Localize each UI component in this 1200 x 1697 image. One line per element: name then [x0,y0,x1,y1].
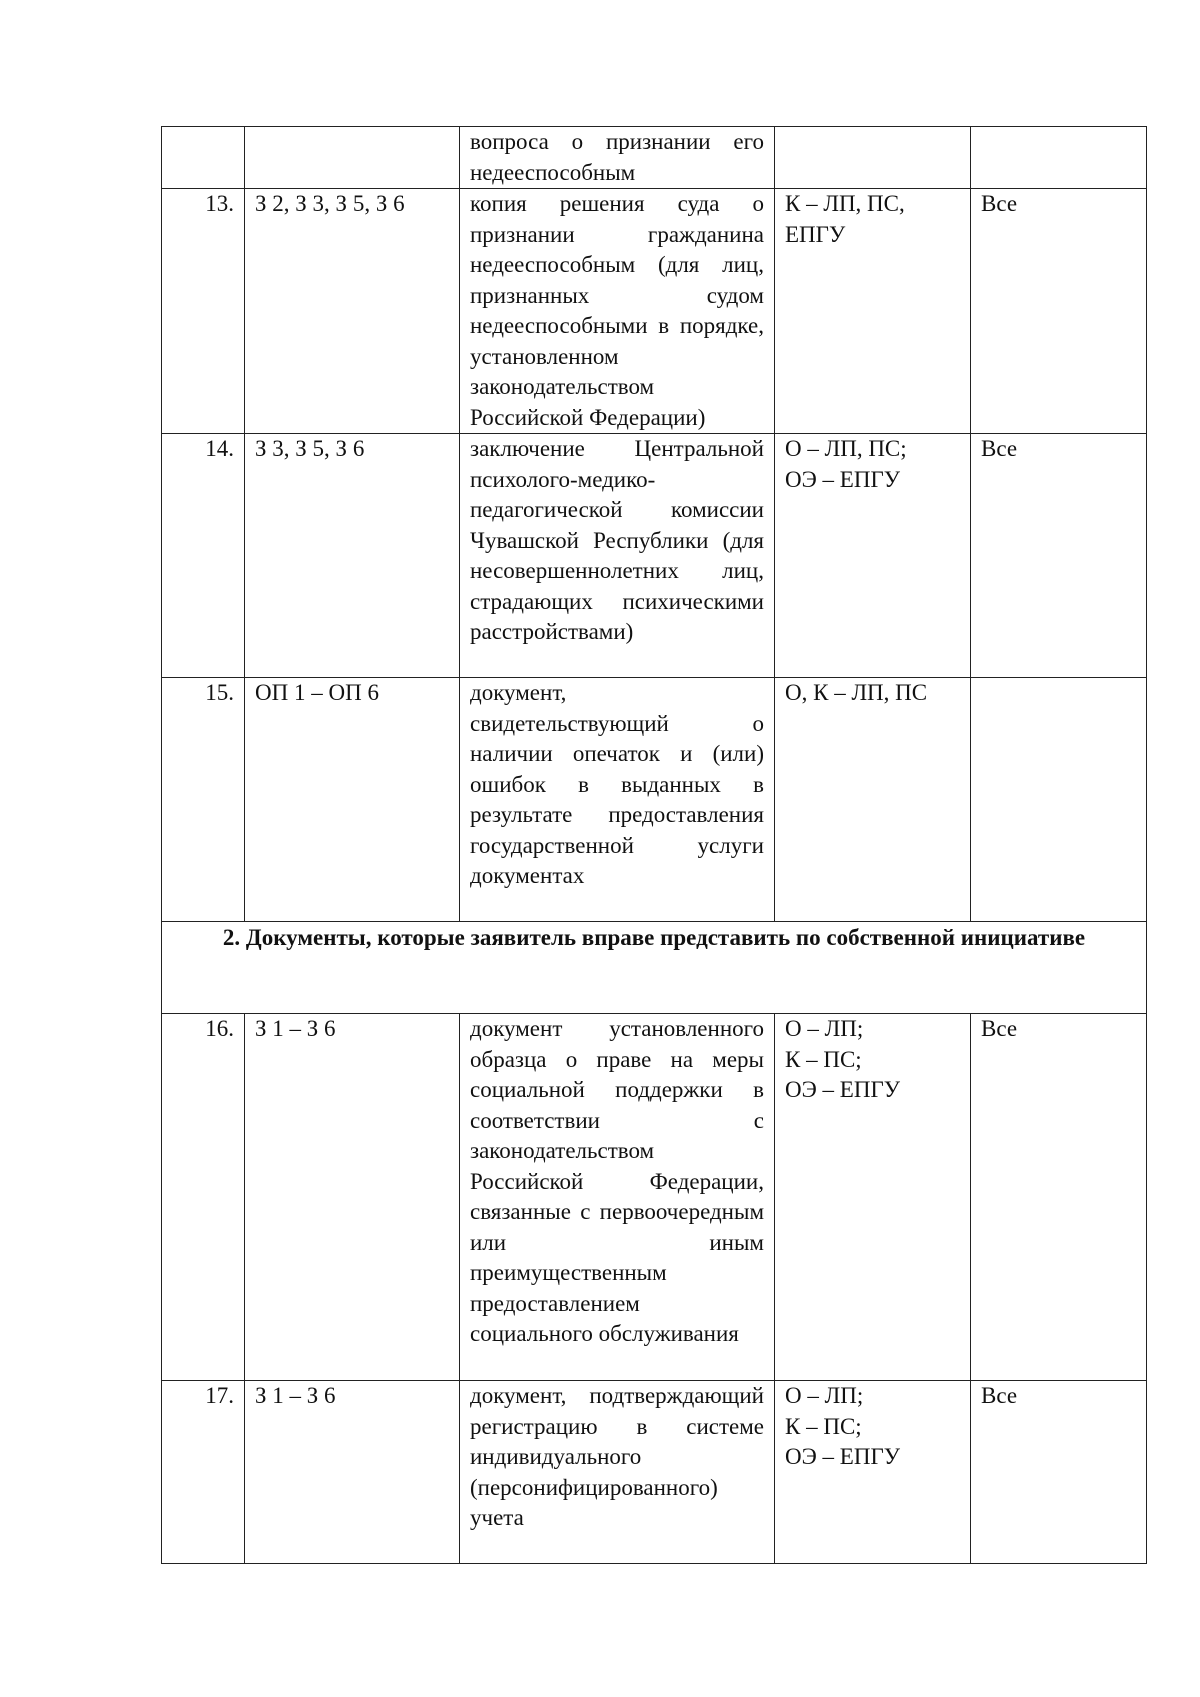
row-number: 16. [162,1014,245,1381]
table-row [162,127,1147,189]
applicable-to: Все [971,434,1147,678]
applicant-codes: З 3, З 5, З 6 [245,434,460,678]
document-description: документ, подтверждающий регистрацию в системе индивидуального (персонифицированного) учета [460,1381,775,1564]
form-line: ОЭ – ЕПГУ [785,1077,901,1102]
applicable-to: Все [971,189,1147,434]
applicable-to [971,678,1147,922]
form-line: К – ЛП, ПС, [785,191,905,216]
document-description: копия решения суда о признании гражданина недееспособным (для лиц, признанных судом недееспособными в порядке, установленном законодательством Российской Федерации) [460,189,775,434]
submission-form [775,1381,971,1564]
applicable-to: Все [971,1381,1147,1564]
applicant-codes: ОП 1 – ОП 6 [245,678,460,922]
table-row [162,189,1147,434]
applicant-codes: З 1 – З 6 [245,1381,460,1564]
submission-form [775,434,971,678]
table-row [162,678,1147,922]
document-description: заключение Центральной психолого-медико-педагогической комиссии Чувашской Республики (для несовершеннолетних лиц, страдающих психическими расстройствами) [460,434,775,678]
row-number: 14. [162,434,245,678]
applicable-to: Все [971,1014,1147,1381]
submission-form [775,1014,971,1381]
form-line: ОЭ – ЕПГУ [785,466,901,492]
applicant-codes: З 1 – З 6 [245,1014,460,1381]
document-description: вопроса о признании его недееспособным [460,127,775,189]
form-line: О – ЛП; [785,1383,864,1408]
row-number: 13. [162,189,245,434]
form-line: К – ПС; [785,1046,862,1072]
row-number: 17. [162,1381,245,1564]
applicant-codes: З 2, З 3, З 5, З 6 [245,189,460,434]
form-line: К – ПС; [785,1413,862,1439]
form-line: О – ЛП, ПС; [785,436,907,461]
section-heading: 2. Документы, которые заявитель вправе представить по собственной инициативе [162,922,1147,1014]
section-row [162,922,1147,1014]
applicant-codes [245,127,460,189]
document-description: документ установленного образца о праве на меры социальной поддержки в соответствии с законодательством Российской Федерации, связанные с первоочередным или иным преимущественным предоставлением социального обслуживания [460,1014,775,1381]
applicable-to [971,127,1147,189]
row-number [162,127,245,189]
document-description: документ, свидетельствующий о наличии опечаток и (или) ошибок в выданных в результате предоставления государственной услуги документах [460,678,775,922]
form-line: О, К – ЛП, ПС [785,680,928,705]
table-row [162,1014,1147,1381]
submission-form [775,127,971,189]
documents-table [161,126,1147,1564]
submission-form [775,678,971,922]
form-line: ЕПГУ [785,221,846,247]
form-line: О – ЛП; [785,1016,864,1041]
row-number: 15. [162,678,245,922]
table-row [162,434,1147,678]
submission-form [775,189,971,434]
form-line: ОЭ – ЕПГУ [785,1444,901,1469]
table-row [162,1381,1147,1564]
